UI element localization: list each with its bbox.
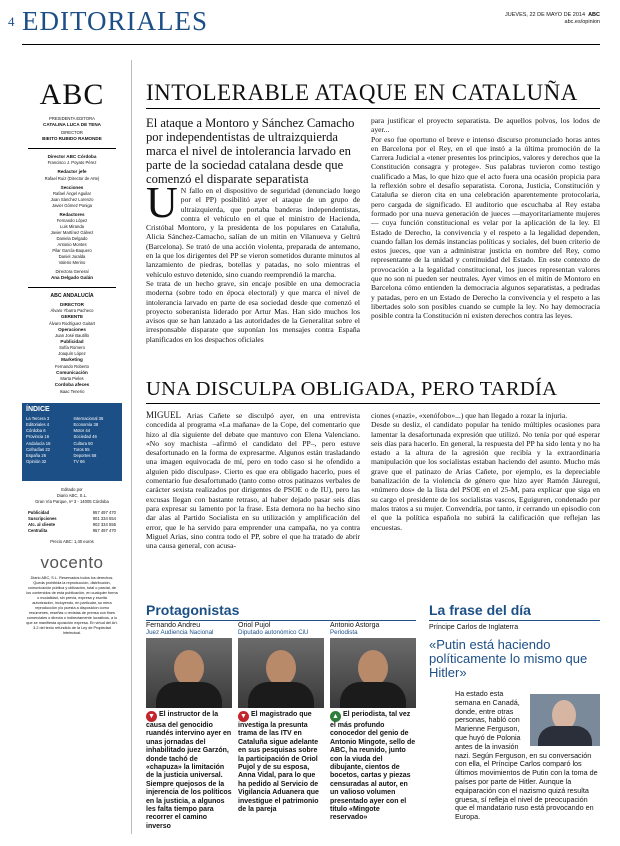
frase-speaker: Príncipe Carlos de Inglaterra (429, 624, 519, 631)
protagonist-photo (146, 638, 232, 708)
masthead (22, 48, 122, 838)
index-item: La Tercera 3 (26, 415, 50, 421)
andalucia-sub-title: DIRECTOR (60, 301, 84, 307)
index-item: Economía 38 (73, 421, 99, 427)
group4-title: Redactores (59, 212, 85, 218)
andalucia-sub: Marta Pieles (60, 376, 84, 382)
thumbs-up-icon: ▲ (330, 711, 341, 722)
index-item: España 26 (26, 452, 47, 458)
group4-item: Valerio Merino (58, 260, 86, 266)
group4-item: Daniela Delgado (56, 236, 88, 242)
article1-rule (146, 108, 600, 109)
phone-label: Atc. al cliente (28, 521, 55, 527)
article2-col2: ciones («nazi», «xenófobo»...) que han llegado a rozar la injuria. Desde su desliz, el candidato popular ha tenido múltiples ocasiones para lamentar la desafortunada expresión que utilizó. No tenía por qué esperar seis días para hacerlo. En general, la respuesta del PP ha sido lenta y no ha estado a la altura de la agresión que recibía y la extraordinaria manipulación que los socialistas estaban haciendo del asunto. Mucho más grave que el patinazo de Arias Cañete, por ejemplo, es la depreciable banalización de la violencia de género que hizo ayer Ramón Jáuregui, «número dos» de la lista del PSOE en el 25-M, para explicar que siga en su cargo el presidente de los socialistas vascos, Eguiguren, condenado por malos tratos a su mujer. Convendría, por tanto, ir cerrando un episodio con el que la política española no subirá la calificación que reflejan las encuestas. (371, 411, 600, 532)
thumbs-down-icon: ▼ (238, 711, 249, 722)
header-meta (505, 12, 600, 26)
phone-value: 957 497 470 (92, 509, 116, 515)
protagonist-text: El instructor de la causa del genocidio ruandés intervino ayer en unas jornadas del inhabilitado juez Garzón, donde tachó de «chapuza» la limitación de la justicia universal. Siempre quejosos de la injerencia de los políticos en la justicia, a algunos les falta tiempo para recorrer el camino inverso (146, 711, 232, 830)
andalucia-sub: Joaquín López (58, 351, 86, 357)
group4-item: Javier Martínez Gálvez (50, 230, 94, 236)
andalucia-title: ABC ANDALUCÍA (50, 292, 94, 299)
index-item: Andalucía 18 (26, 440, 51, 446)
president: CATALINA LUCA DE TENA (43, 122, 101, 127)
abc-logo: ABC (39, 78, 105, 111)
andalucia-sub: Sofía Romero (59, 345, 85, 351)
director: BIEITO RUBIDO RAMONDE (42, 136, 102, 142)
protagonist-photo (238, 638, 324, 708)
protagonist-photo (330, 638, 416, 708)
protagonist-text: El magistrado que investiga la presunta trama de las ITV en Cataluña sigue adelante en sus pesquisas sobre la participación de Oriol Pujol y de su esposa, Anna Vidal, para lo que ha pedido al Servicio de Vigilancia Aduanera que investigue el patrimonio de la pareja (238, 711, 319, 814)
protagonist-role: Juez Audiencia Nacional (146, 629, 214, 636)
protagonistas-title: Protagonistas (146, 602, 240, 618)
article1-col2: para justificar el proyecto separatista. De aquellos polvos, los lodos de ayer... Por eso fue oportuno el breve e intenso discurso pronunciado horas antes en Barcelona por el Rey, en el que instó a la última promoción de la Carrera Judicial a «tener presentes los principios, valores y derechos que la Constitución consagra y protege». Sus palabras tuvieron como testigo cualificado a Mas, lo que hizo que el acto fuera una ocasión propicia para la reflexión sobre el desafío separatista. Corona, Justicia, Constitución y Cataluña se dieron cita en una celebración aparentemente protocolaria, pero cargada de significado. El auditorio que escuchaba al Rey estaba formado por una nueva generación de jueces —mayoritariamente mujeres— cuya función constitucional es velar por la aplicación de la ley. El Estado de Derecho, la convivencia y el respeto a la legalidad dependen, cuando fallan los demás instancias políticas y sociales, del buen criterio de estos jueces, que van a administrar justicia en nombre del Rey, como representante de la unidad y continuidad del Estado. En este contexto de provocación a la legalidad constitucional, los jueces representan valores que no son ni pueden ser neutrales. Ayer vimos en el mitin de Montoro en Barcelona cómo entienden la democracia algunos separatistas, a pedradas y patadas, pero en un Estado de Derecho la convivencia y el respeto a las libertades solo son posibles cuando se cumple la ley. No hay democracia posible contra la Constitución ni existen derechos contra las leyes. (371, 116, 600, 321)
protagonistas-rule (146, 620, 416, 621)
andalucia-sub: Álvaro Ybarra Pacheco (50, 308, 94, 314)
phone-value: 957 497 470 (92, 527, 116, 533)
index-item: Deportes 58 (73, 452, 97, 458)
andalucia-sub: Fernando Roberto (55, 363, 89, 369)
protagonist-name: Antonio Astorga (330, 622, 380, 629)
article1-dropcap: U (146, 178, 178, 227)
index-item: Cultura 50 (73, 440, 93, 446)
protagonist-card (330, 622, 416, 823)
protagonist-name: Fernando Andreu (146, 622, 201, 629)
index-item: Editoriales 4 (26, 421, 50, 427)
frase-quote: «Putin está haciendo políticamente lo mismo que Hitler» (429, 637, 588, 680)
group3-item: Javier Gómez Poniga (51, 203, 93, 209)
director-title: DIRECTOR (61, 130, 83, 136)
protagonist-text: El periodista, tal vez el más profundo conocedor del genio de Antonio Mingote, sello de ABC, ha reunido, junto con la viuda del dibujante, cientos de bocetos, cartas y piezas censuradas al autor, en un valioso volumen presentado ayer con el título «Mingote reservado» (330, 711, 416, 822)
group3-title: Secciones (60, 184, 84, 190)
header-brand: ABC (588, 12, 600, 18)
andalucia-sub-title: GERENTE (60, 314, 84, 320)
group2-title: Redactor jefe (57, 169, 87, 175)
phone-value: 901 334 554 (92, 515, 116, 521)
index-grid (26, 416, 118, 466)
publisher: Diario ABC, S.L. (56, 492, 88, 498)
phone-row (22, 528, 122, 534)
article1-col1 (146, 178, 360, 344)
protagonist-role: Diputado autonómico CiU (238, 629, 309, 636)
index-item: Opinión 32 (26, 459, 47, 465)
manager-title: Directora General (55, 269, 89, 275)
phone-label: Centralita (28, 527, 48, 533)
andalucia-sub-title: Comunicación (56, 369, 88, 375)
photo-float (526, 690, 600, 746)
article1-title: INTOLERABLE ATAQUE EN CATALUÑA (146, 80, 578, 105)
phone-list (22, 510, 122, 534)
group3-item: Rafael Ángel Aguilar (53, 191, 91, 197)
index-title: ÍNDICE (26, 405, 50, 413)
article2-col1-text: Arias Cañete se disculpó ayer, en una entrevista concedida al programa «La mañana» de la Cope, del comentario que hizo al día siguiente del debate que mantuvo con Elena Valenciano. «No soy machista –afirmó el candidato del PP–, pero estuve desafortunado en la forma de expresarme. Algunos están trasladando una imagen equivocada de mí, pero en todo caso si he ofendido a alguien pido disculpas». Cierto es que era obligado hacerlo, pues el comentario fue desafortunado (tanto como otros patinazos verbales de carácter sexista realizados por dirigentes de PSOE o de IU), pero las excusas llegan con bastante retraso, al haber dejado pasar seis días para expresar su lamento por la frase. Esta demora no ha hecho sino dar alas al Partido Socialista en su utilización y amplificación del error, que le ha servido para emprender una campaña, no ya contra Miguel Arias, sino contra todo el PP, sobre el que ha tratado de abrir una causa general, con acusa- (146, 411, 360, 551)
article2-title: UNA DISCULPA OBLIGADA, PERO TARDÍA (146, 378, 558, 400)
andalucia-sub-title: Operaciones (58, 326, 86, 332)
index-item: Toros 55 (73, 446, 90, 452)
group4-item: Pilar García-Baquero (52, 248, 92, 254)
divider (28, 287, 116, 288)
frase-body (455, 690, 600, 822)
article2-col1 (146, 411, 360, 550)
group4-item: Antonio Montes (57, 242, 87, 248)
article1-col1-text: N fallo en el dispositivo de seguridad (denunciado luego por el PP) posibilitó ayer el ataque de un grupo de ultraizquierda, que portaba banderas independentistas, contra el vehículo en el que el ministro de Hacienda, Cristóbal Montoro, y la presidenta de los populares en Cataluña, Alicia Sánchez-Camacho, salían de un mitin en Vilanueva y Geltrú (Barcelona). Se trató de una acción violenta, preparada de antemano, en la que los dirigentes del PP se vieron sometidos durante minutos al lanzamiento de piedras, botellas y patadas, no solo mientras el vehículo estuvo detenido, sino cuando reemprendió la marcha. Se trata de un hecho grave, sin encaje posible en una democracia moderna (sobre todo en época electoral) y que marca el nivel de intolerancia larvado en parte de esa sociedad desde que comenzó el proyecto soberanista liderado por Artur Mas. Han sido muchos los avisos que se han lanzado a las autoridades de la Generalitat sobre el irresponsable disparate que suponían los mensajes contra España planificados en los despachos oficiales (146, 186, 360, 344)
andalucia-sub-title: Cordoba afeces (54, 382, 90, 388)
index-item: Cofradías 22 (26, 446, 50, 452)
group4-item: Daniel Juralda (58, 254, 86, 260)
group3-item: Juan Sánchez Lorenzo (50, 197, 94, 203)
publisher-title: Editado por (61, 486, 83, 492)
index-item: Provincia 16 (26, 434, 50, 440)
protagonist-card (238, 622, 324, 814)
vocento-logo: vocento (40, 552, 104, 572)
frase-body-text: Ha estado esta semana en Canadá, donde, entre otras personas, habló con Marienne Ferguson, que huyó de Polonia antes de la invasión nazi. Según Ferguson, en su conversación con ella, el Príncipe Carlos comparó los últimos movimientos de Putin con la toma de países por parte de Hitler. Aunque la equiparación con el nazismo quizá resulta gruesa, sí refleja el nivel de preocupación que el mandatario ruso está provocando en Europa. (455, 689, 598, 822)
andalucia-sub-title: Publicidad (60, 339, 84, 345)
phone-label: Publicidad (28, 509, 50, 515)
group4-item: Luis Miranda (60, 224, 84, 230)
phone-label: Suscripciones (28, 515, 57, 521)
column-divider (131, 60, 132, 834)
legal-notice: Diario ABC, S.L. Reservados todos los derechos. Queda prohibida la reproducción, distribución, comunicación pública y utilización, total o parcial, de los contenidos de esta publicación, en cualquier forma o modalidad, sin previa, expresa y escrita autorización, incluyendo, en particular, su mera reproducción y/o puesta a disposición como resúmenes, reseñas o revistas de prensa con fines comerciales o directa o indirectamente lucrativos, a lo que se manifiesta oposición expresa. En virtud del Art. 3.2 del texto refundido de la Ley de Propiedad Intelectual. (26, 575, 118, 635)
divider (28, 148, 116, 149)
andalucia-sub: Juan José Bautillo (55, 333, 89, 339)
index-item: TV 66 (73, 459, 85, 465)
index-item: Sociedad 46 (73, 434, 97, 440)
article1-dek: El ataque a Montoro y Sánchez Camacho por independentistas de ultraizquierda marca el nivel de intolerancia larvado en parte de la sociedad catalana desde que comenzó el disparate separatista (146, 116, 355, 186)
protagonist-name: Oriol Pujol (238, 622, 271, 629)
article2-rule (146, 403, 600, 404)
index-item: Internacional 36 (73, 415, 104, 421)
andalucia-sub-title: Marketing (61, 357, 83, 363)
andalucia-sub: Isaac Tenerio (59, 388, 85, 394)
manager: Ana Delgado Galán (50, 275, 94, 281)
group2-item: Rafael Ruiz (Director de Arte) (44, 175, 100, 181)
top-rule (22, 44, 600, 45)
page-number: 4 (8, 14, 15, 29)
group4-item: Fernando López (56, 218, 88, 224)
address: Gran Vía Parque, nº 3 - 14005 Córdoba (35, 498, 109, 504)
section-title: EDITORIALES (22, 6, 208, 36)
index-item: Motor 44 (73, 428, 91, 434)
president-title: PRESIDENTA EDITORA (49, 116, 95, 121)
protagonist-role: Periodista (330, 629, 358, 636)
andalucia-sub: Álvaro Rodríguez Guitart (48, 320, 96, 326)
header-date: JUEVES, 22 DE MAYO DE 2014 (505, 12, 586, 18)
index-box (22, 403, 122, 481)
group1-title: Director ABC Córdoba (47, 153, 97, 159)
header-url: abc.es/opinion (564, 19, 600, 25)
index-item: Córdoba 6 (26, 428, 46, 434)
price: Precio ABC: 1,40 euros (50, 538, 94, 544)
thumbs-down-icon: ▼ (146, 711, 157, 722)
group1-item: Francisco J. Poyato Pérez (47, 160, 97, 166)
protagonist-card (146, 622, 232, 831)
frase-title: La frase del día (429, 602, 531, 618)
article2-lead: MIGUEL (146, 410, 181, 420)
frase-rule (429, 620, 600, 621)
phone-value: 902 334 555 (92, 521, 116, 527)
